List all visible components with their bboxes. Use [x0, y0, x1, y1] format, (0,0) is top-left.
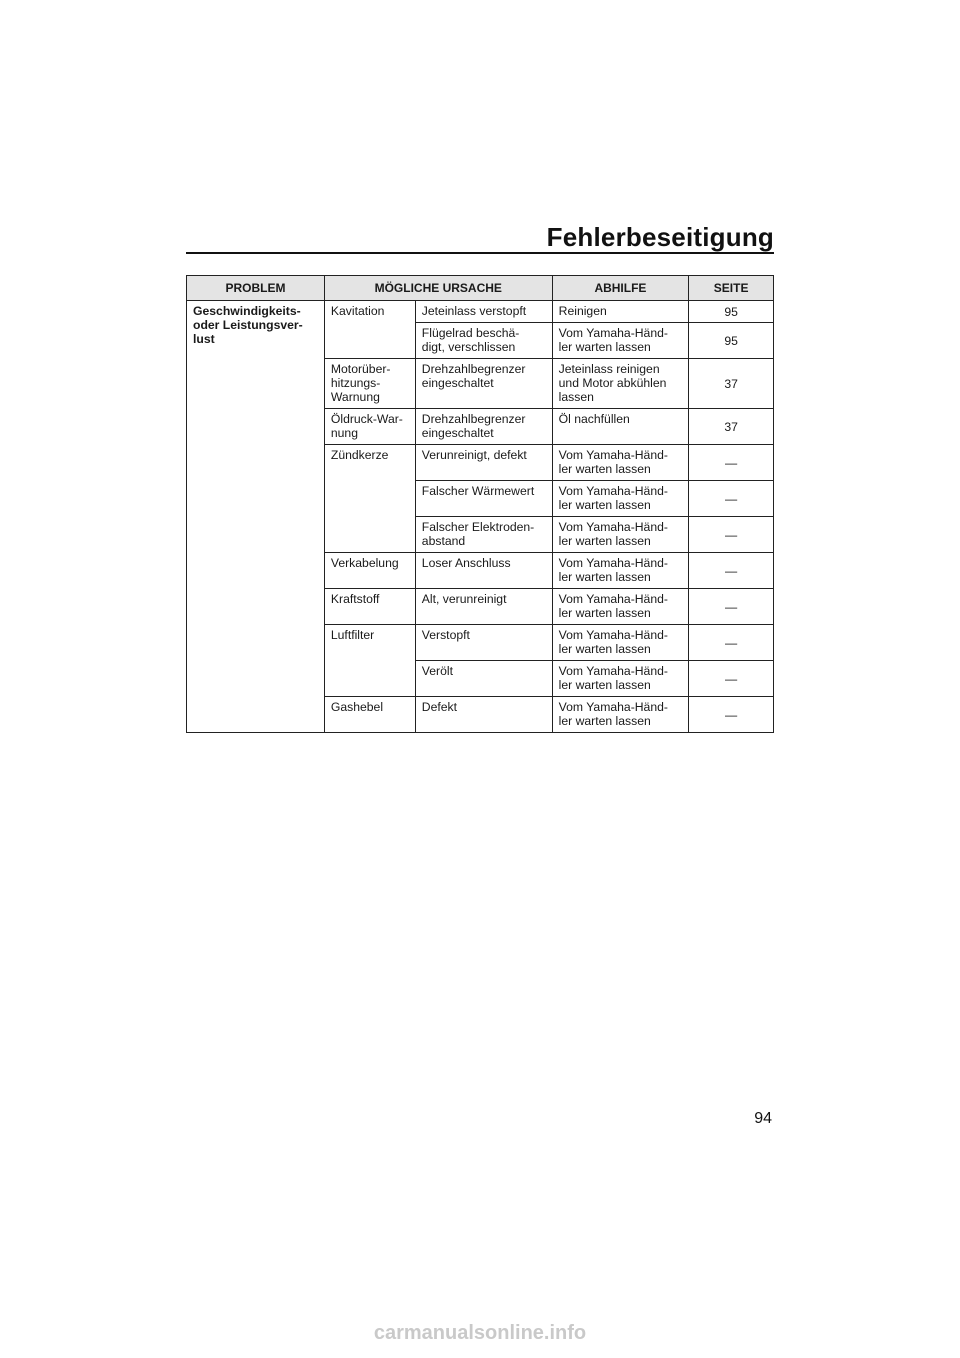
cause-detail: Drehzahlbegrenzer eingeschaltet	[415, 409, 552, 445]
remedy-cell: Vom Yamaha-Händ- ler warten lassen	[552, 481, 689, 517]
page-ref: —	[689, 553, 774, 589]
page-ref: 37	[689, 359, 774, 409]
remedy-cell: Vom Yamaha-Händ- ler warten lassen	[552, 661, 689, 697]
header-page: SEITE	[689, 276, 774, 301]
cause-category: Kavitation	[324, 301, 415, 359]
cause-detail: Falscher Wärmewert	[415, 481, 552, 517]
page-number: 94	[754, 1110, 772, 1127]
table-header-row	[187, 276, 774, 301]
page-ref: —	[689, 625, 774, 661]
page-ref: —	[689, 445, 774, 481]
cause-detail: Drehzahlbegrenzer eingeschaltet	[415, 359, 552, 409]
remedy-cell: Vom Yamaha-Händ- ler warten lassen	[552, 445, 689, 481]
cause-detail: Verölt	[415, 661, 552, 697]
remedy-cell: Reinigen	[552, 301, 689, 323]
cause-category: Zündkerze	[324, 445, 415, 553]
header-cause: MÖGLICHE URSACHE	[324, 276, 552, 301]
title-rule	[186, 252, 774, 254]
table-row	[187, 301, 774, 323]
cause-detail: Verstopft	[415, 625, 552, 661]
cause-detail: Loser Anschluss	[415, 553, 552, 589]
cause-category: Verkabelung	[324, 553, 415, 589]
remedy-cell: Vom Yamaha-Händ- ler warten lassen	[552, 553, 689, 589]
page-title: Fehlerbeseitigung	[546, 222, 774, 252]
cause-category: Gashebel	[324, 697, 415, 733]
page-ref: —	[689, 697, 774, 733]
page-ref: —	[689, 589, 774, 625]
cause-detail: Flügelrad beschä- digt, verschlissen	[415, 323, 552, 359]
cause-detail: Jeteinlass verstopft	[415, 301, 552, 323]
page-ref: 95	[689, 301, 774, 323]
cause-detail: Alt, verunreinigt	[415, 589, 552, 625]
cause-category: Kraftstoff	[324, 589, 415, 625]
remedy-cell: Öl nachfüllen	[552, 409, 689, 445]
cause-category: Motorüber- hitzungs- Warnung	[324, 359, 415, 409]
page-ref: 37	[689, 409, 774, 445]
problem-cell: Geschwindigkeits- oder Leistungsver- lust	[187, 301, 325, 733]
troubleshooting-table	[186, 275, 774, 733]
remedy-cell: Vom Yamaha-Händ- ler warten lassen	[552, 517, 689, 553]
cause-detail: Falscher Elektroden- abstand	[415, 517, 552, 553]
page-ref: 95	[689, 323, 774, 359]
cause-category: Luftfilter	[324, 625, 415, 697]
page-ref: —	[689, 661, 774, 697]
footer-watermark: carmanualsonline.info	[373, 1322, 587, 1344]
header-remedy: ABHILFE	[552, 276, 689, 301]
cause-detail: Verunreinigt, defekt	[415, 445, 552, 481]
remedy-cell: Vom Yamaha-Händ- ler warten lassen	[552, 589, 689, 625]
page-ref: —	[689, 481, 774, 517]
page-ref: —	[689, 517, 774, 553]
remedy-cell: Vom Yamaha-Händ- ler warten lassen	[552, 323, 689, 359]
remedy-cell: Jeteinlass reinigen und Motor abkühlen lassen	[552, 359, 689, 409]
cause-detail: Defekt	[415, 697, 552, 733]
cause-category: Öldruck-War- nung	[324, 409, 415, 445]
header-problem: PROBLEM	[187, 276, 325, 301]
remedy-cell: Vom Yamaha-Händ- ler warten lassen	[552, 625, 689, 661]
remedy-cell: Vom Yamaha-Händ- ler warten lassen	[552, 697, 689, 733]
